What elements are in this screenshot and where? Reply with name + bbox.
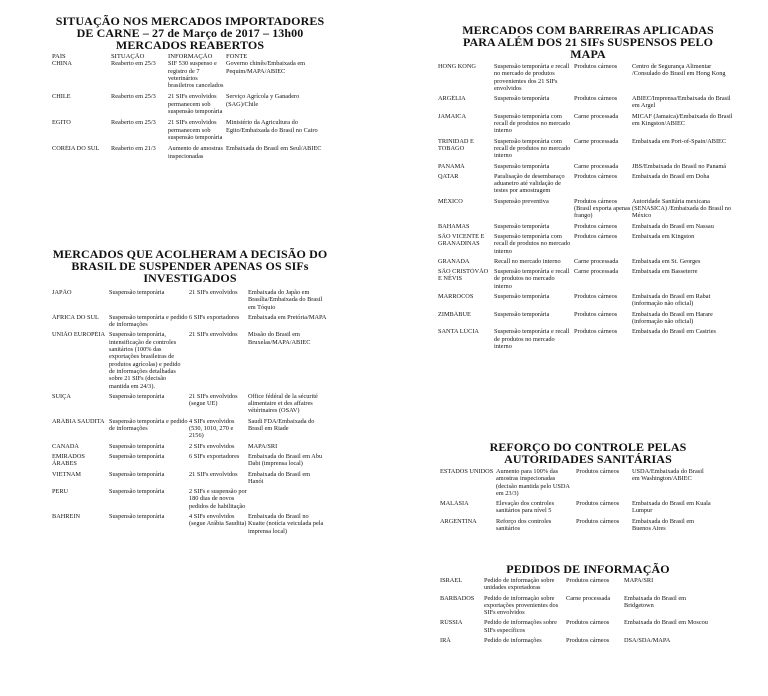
cell-source: Embaixada em Port-of-Spain/ABIEC xyxy=(632,137,727,145)
cell-country: EGITO xyxy=(52,119,71,127)
cell-source: MICAF (Jamaica)/Embaixada do Brasil em Kingston/ABIEC xyxy=(632,112,733,128)
cell-source: MAPA/SRI xyxy=(624,577,654,584)
cell-source: Embaixada do Brasil em Rabat (informação não oficial) xyxy=(632,293,711,308)
cell-info: Produtos cárneos xyxy=(574,310,618,318)
cell-country: JAPÃO xyxy=(52,289,72,296)
section-title-acolheram-3: INVESTIGADOS xyxy=(143,271,237,285)
cell-info: 21 SIFs envolvidos (segue UE) xyxy=(189,392,238,408)
cell-source: Embaixada do Brasil em Hanói xyxy=(248,470,311,485)
cell-source: Embaixada do Brasil em Kuala Lumpur xyxy=(632,500,711,515)
section-title-acolheram-2: BRASIL DE SUSPENDER APENAS OS SIFs xyxy=(71,259,309,273)
cell-source: Embaixada do Brasil no Kuaite (notícia veiculada pela imprensa local) xyxy=(248,513,324,535)
reforco-header xyxy=(438,441,738,465)
cell-country: MARROCOS xyxy=(438,293,474,301)
table-row xyxy=(440,500,712,518)
section-title-barreiras-2: PARA ALÉM DOS 21 SIFs SUSPENSOS PELO xyxy=(462,35,714,49)
cell-country: GRANADA xyxy=(438,257,470,265)
table-row xyxy=(438,163,738,173)
cell-info: Produtos cárneos xyxy=(566,619,610,627)
table-row xyxy=(52,393,328,418)
table-row xyxy=(52,471,328,489)
cell-country: TRINIDAD E TOBAGO xyxy=(438,137,474,152)
cell-status: Suspensão temporária xyxy=(109,392,165,400)
cell-status: Suspensão temporária e recall de produtos no mercado interno xyxy=(494,268,570,290)
table-row xyxy=(440,637,716,647)
table-row xyxy=(438,138,738,163)
cell-country: UNIÃO EUROPÉIA xyxy=(52,331,105,339)
cell-status: Elevação dos controles sanitários para nível 5 xyxy=(496,500,555,515)
cell-country: CHINA xyxy=(52,60,72,68)
cell-country: VIETNAM xyxy=(52,470,82,478)
section-title-reforco-1: REFORÇO DO CONTROLE PELAS xyxy=(489,440,687,454)
cell-info: 6 SIFs exportadores xyxy=(189,452,240,460)
cell-country: MALÁSIA xyxy=(440,500,469,508)
table-row xyxy=(440,619,716,637)
cell-source: Saudi FDA/Embaixada do Brasil em Riade xyxy=(248,417,315,433)
table-row xyxy=(438,113,738,138)
table-header xyxy=(52,53,328,60)
cell-country: MÉXICO xyxy=(438,197,463,205)
cell-status: Suspensão temporária xyxy=(494,95,550,103)
cell-status: Pedido de informação sobre exportações provenientes dos SIFs envolvidos xyxy=(484,594,559,617)
cell-status: Suspensão temporária xyxy=(109,470,165,478)
cell-source: Embaixada do Brasil em Harare (informação não oficial) xyxy=(632,310,713,325)
cell-source: Office fédéral de la sécurité alimentaire et des affaires vétérinaires (OSAV) xyxy=(248,392,318,415)
cell-country: PANAMÁ xyxy=(438,162,465,170)
cell-country: CHILE xyxy=(52,93,71,101)
cell-country: ARGENTINA xyxy=(440,517,477,525)
cell-country: ISRAEL xyxy=(440,577,463,584)
table-row xyxy=(52,93,328,119)
table-row xyxy=(52,488,328,513)
barreiras-header xyxy=(438,24,738,60)
cell-source: Embaixada do Brasil em Moscou xyxy=(624,619,708,627)
cell-info: Carne processada xyxy=(574,112,619,120)
cell-country: ARÁBIA SAUDITA xyxy=(52,417,105,425)
cell-status: Aumento para 100% das amostras inspecionadas (decisão mantida pelo USDA em 23/3) xyxy=(496,468,570,497)
table-row xyxy=(438,173,738,198)
cell-info: Produtos cárneos xyxy=(574,293,618,301)
cell-source: DSA/SDA/MAPA xyxy=(624,637,671,645)
header-pais: PAÍS xyxy=(52,53,66,60)
cell-info: Carne processada xyxy=(574,137,619,145)
cell-source xyxy=(248,488,328,513)
cell-status: Suspensão temporária xyxy=(494,162,550,170)
cell-info: Carne processada xyxy=(574,268,619,276)
cell-country: IRÃ xyxy=(440,637,451,645)
cell-status: Reaberto em 21/3 xyxy=(111,145,156,153)
cell-status: Pedido de informações sobre SIFs específicos xyxy=(484,619,557,634)
section-title-pedidos: PEDIDOS DE INFORMAÇÃO xyxy=(506,562,670,576)
cell-status: Reforço dos controles sanitários xyxy=(496,517,552,533)
cell-info: 21 SIFs envolvidos permanecem sob suspensão temporária xyxy=(168,93,223,116)
table-row xyxy=(52,60,328,93)
cell-info: 2 SIFs envolvidos xyxy=(189,442,235,450)
table-row xyxy=(52,443,328,453)
cell-info: Carne processada xyxy=(574,162,619,170)
table-row xyxy=(440,518,712,536)
header-situacao: SITUAÇÃO xyxy=(111,53,145,60)
cell-source: Embaixada em St. Georges xyxy=(632,257,701,265)
cell-country: HONG KONG xyxy=(438,63,476,70)
cell-status: Suspensão temporária e recall no mercado de produtos provenientes dos 21 SIFs envolvidos xyxy=(494,63,570,92)
table-row xyxy=(440,577,716,595)
table-row xyxy=(438,268,738,293)
section-title-barreiras-1: MERCADOS COM BARREIRAS APLICADAS xyxy=(462,23,714,37)
cell-status: Suspensão temporária e recall de produtos no mercado interno xyxy=(494,328,570,350)
cell-status: Suspensão temporária e pedido de informações xyxy=(109,417,188,433)
cell-status: Suspensão temporária com recall de produtos no mercado interno xyxy=(494,112,571,135)
cell-info: 4 SIFs envolvidos (segue Arábia Saudita) xyxy=(189,513,247,528)
cell-country: ESTADOS UNIDOS xyxy=(440,468,494,475)
cell-country: CORÉIA DO SUL xyxy=(52,145,100,153)
cell-country: ZIMBÁBUE xyxy=(438,310,471,318)
acolheram-header xyxy=(50,248,330,284)
cell-status: Suspensão temporária com recall de produtos no mercado interno xyxy=(494,232,571,255)
cell-info: 6 SIFs exportadores xyxy=(189,313,240,321)
cell-info: 4 SIFs envolvidos (530, 1010, 270 e 2156) xyxy=(189,417,235,440)
table-row xyxy=(52,289,328,314)
cell-country: RÚSSIA xyxy=(440,619,463,627)
cell-info: 2 SIFs e suspensão por 180 dias de novos pedidos de habilitação xyxy=(189,488,247,510)
cell-source: Embaixada em Kingston xyxy=(632,232,695,240)
table-row xyxy=(52,513,328,538)
cell-source: USDA/Embaixada do Brasil em Washington/ABIEC xyxy=(632,468,704,483)
cell-source: Autoridade Sanitária mexicana (SENASICA) /Embaixada do Brasil no México xyxy=(632,197,731,220)
cell-source: Embaixada do Brasil em Doha xyxy=(632,172,710,180)
cell-info: 21 SIFs envolvidos xyxy=(189,289,238,296)
table-row xyxy=(52,331,328,392)
cell-status: Pedido de informação sobre unidades exportadoras xyxy=(484,577,555,592)
cell-info: Produtos cárneos xyxy=(574,232,618,240)
table-row xyxy=(438,198,738,223)
cell-info: Produtos cárneos xyxy=(574,95,618,103)
cell-source: JBS/Embaixada do Brasil no Panamá xyxy=(632,162,727,170)
cell-info: Produtos cárneos xyxy=(576,500,620,508)
cell-info: Produtos cárneos (Brasil exporta apenas frango) xyxy=(574,197,631,220)
pedidos-table xyxy=(440,577,716,647)
cell-info: Produtos cárneos xyxy=(574,328,618,336)
cell-info: SIF 530 suspenso e registro de 7 veterinários brasileiros cancelados xyxy=(168,60,224,90)
reabertos-table xyxy=(52,53,328,164)
cell-info: Produtos cárneos xyxy=(566,577,610,584)
section-title-barreiras-3: MAPA xyxy=(570,47,606,61)
cell-source: Embaixada em Basseterre xyxy=(632,268,698,276)
header-informacao: INFORMAÇÃO xyxy=(168,53,213,60)
cell-country: SANTA LÚCIA xyxy=(438,328,479,336)
cell-source: Ministério da Agricultura do Egito/Embaixada do Brasil no Cairo xyxy=(226,119,318,134)
barreiras-table xyxy=(438,63,738,353)
cell-status: Suspensão temporária xyxy=(109,289,165,296)
cell-source: Embaixada do Japão em Brasília/Embaixada do Brasil em Tóquio xyxy=(248,289,323,311)
cell-source: Embaixada do Brasil em Nassau xyxy=(632,222,714,230)
table-row xyxy=(438,328,738,353)
cell-status: Pedido de informações xyxy=(484,637,542,645)
cell-status: Suspensão preventiva xyxy=(494,197,549,205)
cell-country: BAHREIN xyxy=(52,513,80,521)
table-row xyxy=(52,418,328,443)
cell-country: PERU xyxy=(52,488,69,496)
cell-status: Suspensão temporária xyxy=(109,513,165,521)
reforco-table xyxy=(440,468,712,535)
cell-country: JAMAICA xyxy=(438,112,466,120)
cell-status: Suspensão temporária xyxy=(109,442,165,450)
cell-status: Suspensão temporária xyxy=(494,310,550,318)
cell-info: 21 SIFs envolvidos xyxy=(189,331,238,339)
cell-source: Serviço Agrícola y Ganadero (SAG)/Chile xyxy=(226,93,300,108)
cell-country: BARBADOS xyxy=(440,594,475,602)
section-title-reabertos: MERCADOS REABERTOS xyxy=(115,38,265,52)
cell-status: Suspensão temporária xyxy=(494,293,550,301)
table-row xyxy=(440,468,712,500)
cell-status: Paralisação de desembaraço aduaneiro até validação de testes por amostragem xyxy=(494,172,565,195)
table-row xyxy=(438,233,738,258)
cell-source: Governo chinês/Embaixada em Pequim/MAPA/ABIEC xyxy=(226,60,306,75)
cell-status: Recall no mercado interno xyxy=(494,257,561,265)
cell-status: Suspensão temporária xyxy=(494,222,550,230)
cell-info: 21 SIFs envolvidos xyxy=(189,470,238,478)
cell-status: Suspensão temporária xyxy=(109,488,165,496)
table-row xyxy=(438,63,738,95)
table-row xyxy=(438,311,738,329)
cell-info: Produtos cárneos xyxy=(574,222,618,230)
cell-source: Missão do Brasil em Bruxelas/MAPA/ABIEC xyxy=(248,331,311,346)
cell-source: Embaixada do Brasil em Bridgetown xyxy=(624,594,687,609)
cell-country: SUIÇA xyxy=(52,392,71,400)
cell-source: Embaixada do Brasil em Abu Dabi (imprensa local) xyxy=(248,452,323,468)
header-fonte: FONTE xyxy=(226,53,248,60)
cell-source: Embaixada do Brasil em Buenos Aires xyxy=(632,517,695,533)
cell-status: Reaberto em 25/3 xyxy=(111,93,156,101)
document-title: SITUAÇÃO NOS MERCADOS IMPORTADORES xyxy=(55,14,325,28)
cell-source: MAPA/SRI xyxy=(248,442,278,450)
cell-source: Centro de Segurança Alimentar /Consulado do Brasil em Hong Kong xyxy=(632,63,726,78)
cell-info: Carne processada xyxy=(574,257,619,265)
left-header xyxy=(50,15,330,51)
table-row xyxy=(438,95,738,113)
cell-status: Suspensão temporária xyxy=(109,452,165,460)
table-row xyxy=(52,145,328,164)
cell-source: Embaixada do Brasil em Seul/ABIEC xyxy=(226,145,322,153)
cell-info: 21 SIFs envolvidos permanecem sob suspensão temporária xyxy=(168,119,223,141)
table-row xyxy=(438,258,738,268)
cell-info: Produtos cárneos xyxy=(576,517,620,525)
cell-country: CANADÁ xyxy=(52,442,79,450)
table-row xyxy=(440,595,716,620)
cell-country: EMIRADOS ÁRABES xyxy=(52,452,85,468)
section-title-acolheram-1: MERCADOS QUE ACOLHERAM A DECISÃO DO xyxy=(52,247,328,261)
cell-info: Carne processada xyxy=(566,594,611,602)
table-row xyxy=(438,223,738,233)
cell-source: Embaixada em Pretória/MAPA xyxy=(248,313,327,321)
table-row xyxy=(438,293,738,311)
cell-status: Suspensão temporária e pedido de informações xyxy=(109,313,188,329)
table-row xyxy=(52,314,328,332)
document-date: DE CARNE – 27 de Março de 2017 – 13h00 xyxy=(76,26,304,40)
pedidos-header xyxy=(438,563,738,575)
cell-country: ÁFRICA DO SUL xyxy=(52,313,99,321)
cell-country: QATAR xyxy=(438,172,459,180)
cell-country: BAHAMAS xyxy=(438,222,470,230)
cell-country: SÃO VICENTE E GRANADINAS xyxy=(438,232,485,248)
cell-status: Suspensão temporária com recall de produtos no mercado interno xyxy=(494,137,571,160)
cell-source: Embaixada do Brasil em Castries xyxy=(632,328,716,336)
cell-info: Produtos cárneos xyxy=(574,172,618,180)
cell-source: ABIEC/Imprensa/Embaixada do Brasil em Argel xyxy=(632,95,731,110)
cell-info: Produtos cárneos xyxy=(566,637,610,645)
cell-status: Reaberto em 25/3 xyxy=(111,60,156,68)
acolheram-table xyxy=(52,289,328,538)
cell-country: SÃO CRISTÓVÃO E NÉVIS xyxy=(438,268,489,283)
cell-country: ARGÉLIA xyxy=(438,95,466,103)
table-row xyxy=(52,453,328,471)
cell-info: Produtos cárneos xyxy=(574,63,618,70)
cell-info: Aumento de amostras inspecionadas xyxy=(168,145,223,160)
cell-status: Reaberto em 25/3 xyxy=(111,119,156,127)
cell-status: Suspensão temporária, intensificação de controles sanitários (100% das exportações brasileiras de produtos agrícolas) e pedido de informações detalhadas sobre 21 SIFs (decisão mantida em 24/3). xyxy=(109,331,181,390)
cell-info: Produtos cárneos xyxy=(576,468,620,475)
section-title-reforco-2: AUTORIDADES SANITÁRIAS xyxy=(504,452,672,466)
table-row xyxy=(52,119,328,145)
